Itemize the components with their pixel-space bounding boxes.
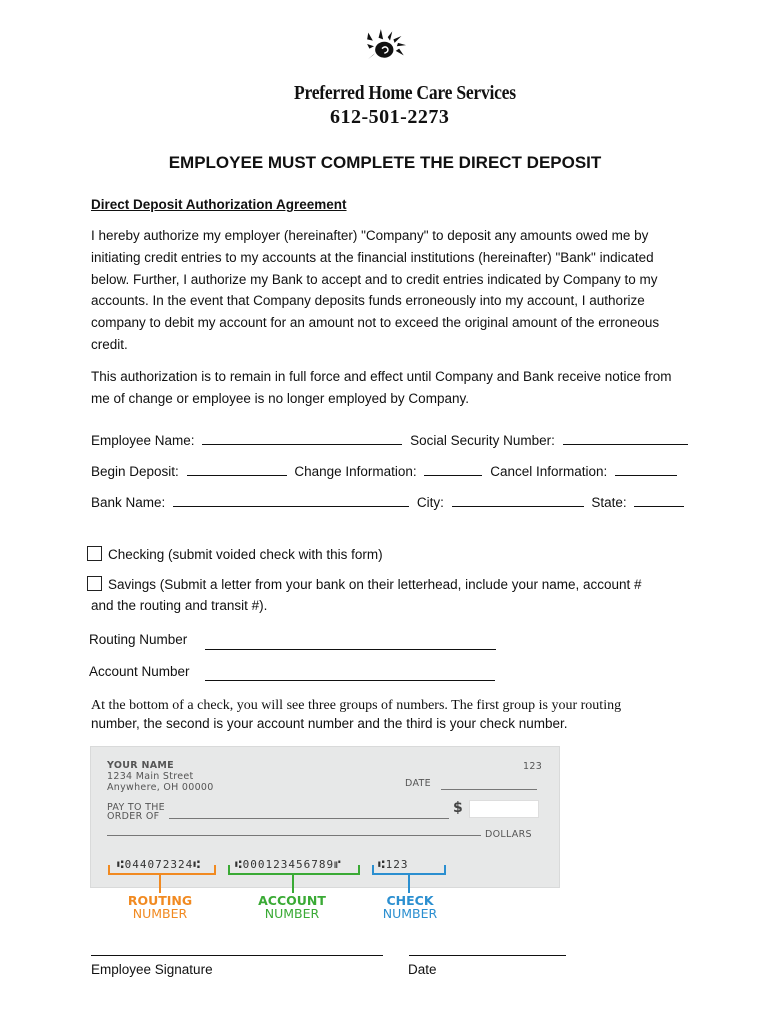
checking-option [87,546,383,562]
routing-pointer [159,875,161,893]
micr-routing: ⑆044072324⑆ [117,858,201,871]
state-field[interactable] [634,494,684,507]
agreement-paragraph-1: I hereby authorize my employer (hereinafter) "Company" to deposit any amounts owed me by initiating credit entries to my accounts at the financial institutions (hereinafter) "Bank" indicated below. Further, I authorize my Bank to accept and to credit entries indicated by Company to my accounts. In the event that Company deposits funds erroneously into my account, I authorize company to debit my account for an amount not to exceed the original amount of the erroneous credit. [91,228,660,352]
check-written-amount-line [107,835,481,836]
city-field[interactable] [452,494,584,507]
check-address-1: 1234 Main Street [107,771,194,782]
company-phone: 612-501-2273 [330,106,450,128]
check-bracket [372,865,446,875]
check-instructions-line-1: At the bottom of a check, you will see three groups of numbers. The first group is your routing [91,698,622,713]
check-payer-name: YOUR NAME [107,760,174,771]
micr-check: ⑆123 [378,858,409,871]
savings-checkbox[interactable] [87,576,102,591]
cancel-information-field[interactable] [615,463,677,476]
check-instructions-line-2: number, the second is your account number and the third is your check number. [91,716,568,731]
routing-number-label: Routing Number [89,632,188,647]
cancel-information-label: Cancel Information: [490,464,608,479]
routing-caption-1: ROUTING [127,893,193,908]
fields-row-3 [91,494,696,510]
agreement-heading: Direct Deposit Authorization Agreement [91,197,347,212]
bank-name-field[interactable] [173,494,409,507]
micr-account: ⑆000123456789⑈ [235,858,342,871]
bank-name-label: Bank Name: [91,495,166,510]
check-date-label: DATE [405,778,431,789]
account-number-caption [240,894,344,920]
savings-label: Savings (Submit a letter from your bank on their letterhead, include your name, account # [108,577,642,592]
date-label: Date [408,962,437,977]
date-line[interactable] [409,955,566,956]
routing-caption-2: NUMBER [132,906,188,921]
ssn-field[interactable] [563,432,688,445]
routing-number-field[interactable] [205,649,496,650]
routing-row [89,632,694,647]
check-address-2: Anywhere, OH 00000 [107,782,214,793]
check-dollar-sign: $ [453,800,464,816]
check-payto-line-2: ORDER OF [107,811,160,822]
routing-number-caption [108,894,212,920]
check-amount-box [469,800,539,818]
savings-option [87,576,642,592]
account-number-label: Account Number [89,664,190,679]
page-title: EMPLOYEE MUST COMPLETE THE DIRECT DEPOSIT [168,153,602,172]
agreement-paragraph-2: This authorization is to remain in full force and effect until Company and Bank receive notice from me of change or employee is no longer employed by Company. [91,369,672,406]
account-bracket [228,865,360,875]
change-information-label: Change Information: [294,464,417,479]
ssn-label: Social Security Number: [410,433,555,448]
account-caption-1: ACCOUNT [258,893,326,908]
employee-name-field[interactable] [202,432,402,445]
account-pointer [292,875,294,893]
fields-row-1 [91,432,696,448]
check-instructions [91,697,711,733]
checking-checkbox[interactable] [87,546,102,561]
employee-name-label: Employee Name: [91,433,195,448]
employee-signature-line[interactable] [91,955,383,956]
check-number-caption [360,894,460,920]
check-payto-label [107,803,165,821]
account-row [89,664,694,679]
check-dollars-label: DOLLARS [485,829,532,840]
account-number-field[interactable] [205,680,495,681]
begin-deposit-field[interactable] [187,463,287,476]
check-caption-1: CHECK [386,893,434,908]
company-name: Preferred Home Care Services [294,82,516,104]
begin-deposit-label: Begin Deposit: [91,464,179,479]
savings-label-continued: and the routing and transit #). [91,598,268,613]
check-pointer [408,875,410,893]
account-caption-2: NUMBER [264,906,320,921]
sun-logo-icon [290,28,490,88]
routing-bracket [108,865,216,875]
check-payto-line-1: PAY TO THE [107,802,165,813]
check-number-top: 123 [523,761,543,772]
check-caption-2: NUMBER [382,906,438,921]
city-label: City: [416,495,444,510]
check-date-line [441,789,537,790]
check-payee-line [169,818,449,819]
checking-label: Checking (submit voided check with this form) [108,547,383,562]
change-information-field[interactable] [424,463,482,476]
employee-signature-label: Employee Signature [91,962,213,977]
fields-row-2 [91,463,696,479]
state-label: State: [591,495,627,510]
